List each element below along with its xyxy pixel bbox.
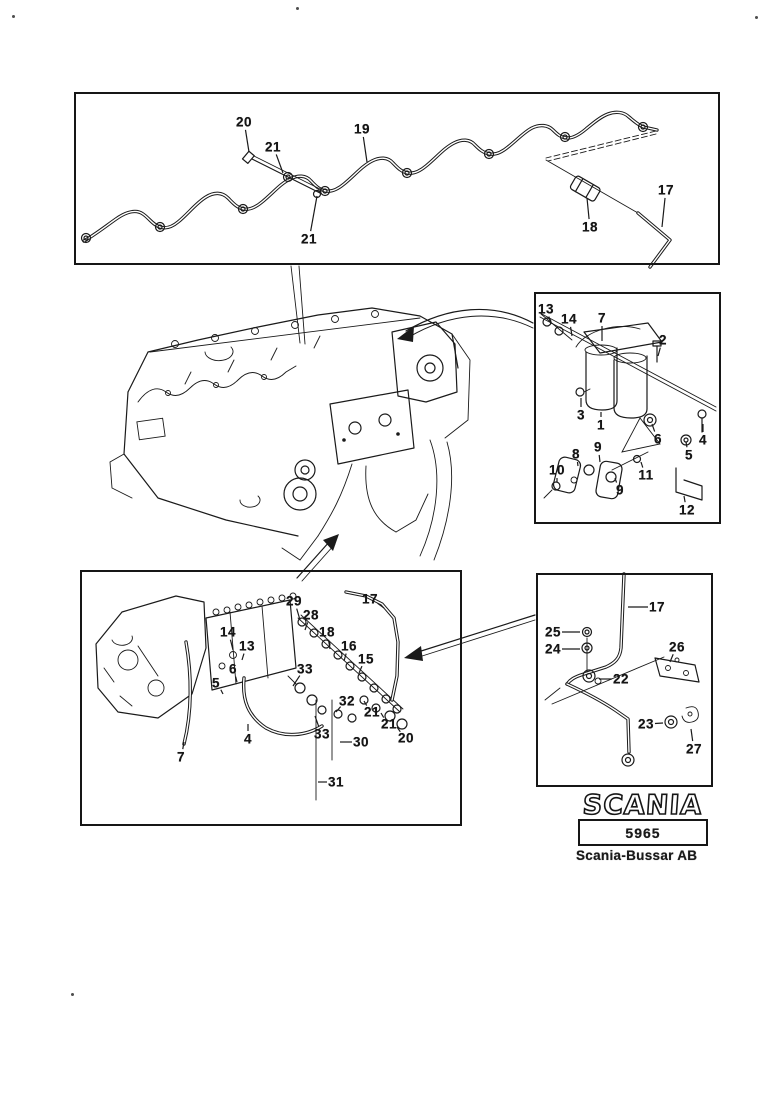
callout-22: 22 (612, 671, 630, 687)
scan-speck (755, 16, 758, 19)
callout-17: 17 (361, 591, 379, 607)
callout-26: 26 (668, 639, 686, 655)
scania-logo-text: SCANIA (581, 790, 704, 821)
part-number: 5965 (625, 824, 661, 841)
callout-4: 4 (243, 731, 253, 747)
callout-10: 10 (548, 462, 566, 478)
callout-13: 13 (537, 301, 555, 317)
callout-1: 1 (596, 417, 606, 433)
callout-30: 30 (352, 734, 370, 750)
fuel-filter-panel (534, 292, 721, 524)
part-number-box (578, 819, 708, 846)
callout-24: 24 (544, 641, 562, 657)
delivery-pipe-panel (536, 573, 713, 787)
callout-16: 16 (340, 638, 358, 654)
callout-21: 21 (264, 139, 282, 155)
company-name: Scania-Bussar AB (576, 848, 698, 863)
callout-19: 19 (353, 121, 371, 137)
callout-9: 9 (593, 439, 603, 455)
callout-12: 12 (678, 502, 696, 518)
callout-5: 5 (211, 675, 221, 691)
callout-27: 27 (685, 741, 703, 757)
injection-pump-panel (80, 570, 462, 826)
callout-11: 11 (638, 467, 654, 483)
callout-29: 29 (285, 593, 303, 609)
callout-13: 13 (238, 638, 256, 654)
callout-20: 20 (397, 730, 415, 746)
callout-18: 18 (318, 624, 336, 640)
callout-21: 21 (300, 231, 318, 247)
callout-31: 31 (327, 774, 345, 790)
callout-18: 18 (581, 219, 599, 235)
callout-17: 17 (657, 182, 675, 198)
callout-17: 17 (648, 599, 666, 615)
callout-3: 3 (576, 407, 586, 423)
callout-4: 4 (698, 432, 708, 448)
callout-15: 15 (357, 651, 375, 667)
scania-logo (582, 790, 704, 821)
callout-7: 7 (597, 310, 607, 326)
scan-speck (12, 15, 15, 18)
callout-33: 33 (313, 726, 331, 742)
callout-14: 14 (560, 311, 578, 327)
callout-23: 23 (637, 716, 655, 732)
callout-32: 32 (338, 693, 356, 709)
scan-speck (71, 993, 74, 996)
leakoff-line-panel (74, 92, 720, 265)
callout-2: 2 (658, 332, 668, 348)
callout-6: 6 (228, 661, 238, 677)
callout-28: 28 (302, 607, 320, 623)
scan-speck (296, 7, 299, 10)
callout-7: 7 (176, 749, 186, 765)
callout-9: 9 (615, 482, 625, 498)
callout-5: 5 (684, 447, 694, 463)
callout-33: 33 (296, 661, 314, 677)
callout-21: 21 (363, 704, 381, 720)
engine-illustration (110, 308, 470, 560)
callout-14: 14 (219, 624, 237, 640)
callout-25: 25 (544, 624, 562, 640)
callout-8: 8 (571, 446, 581, 462)
callout-20: 20 (235, 114, 253, 130)
callout-6: 6 (653, 431, 663, 447)
callout-21: 21 (380, 716, 398, 732)
